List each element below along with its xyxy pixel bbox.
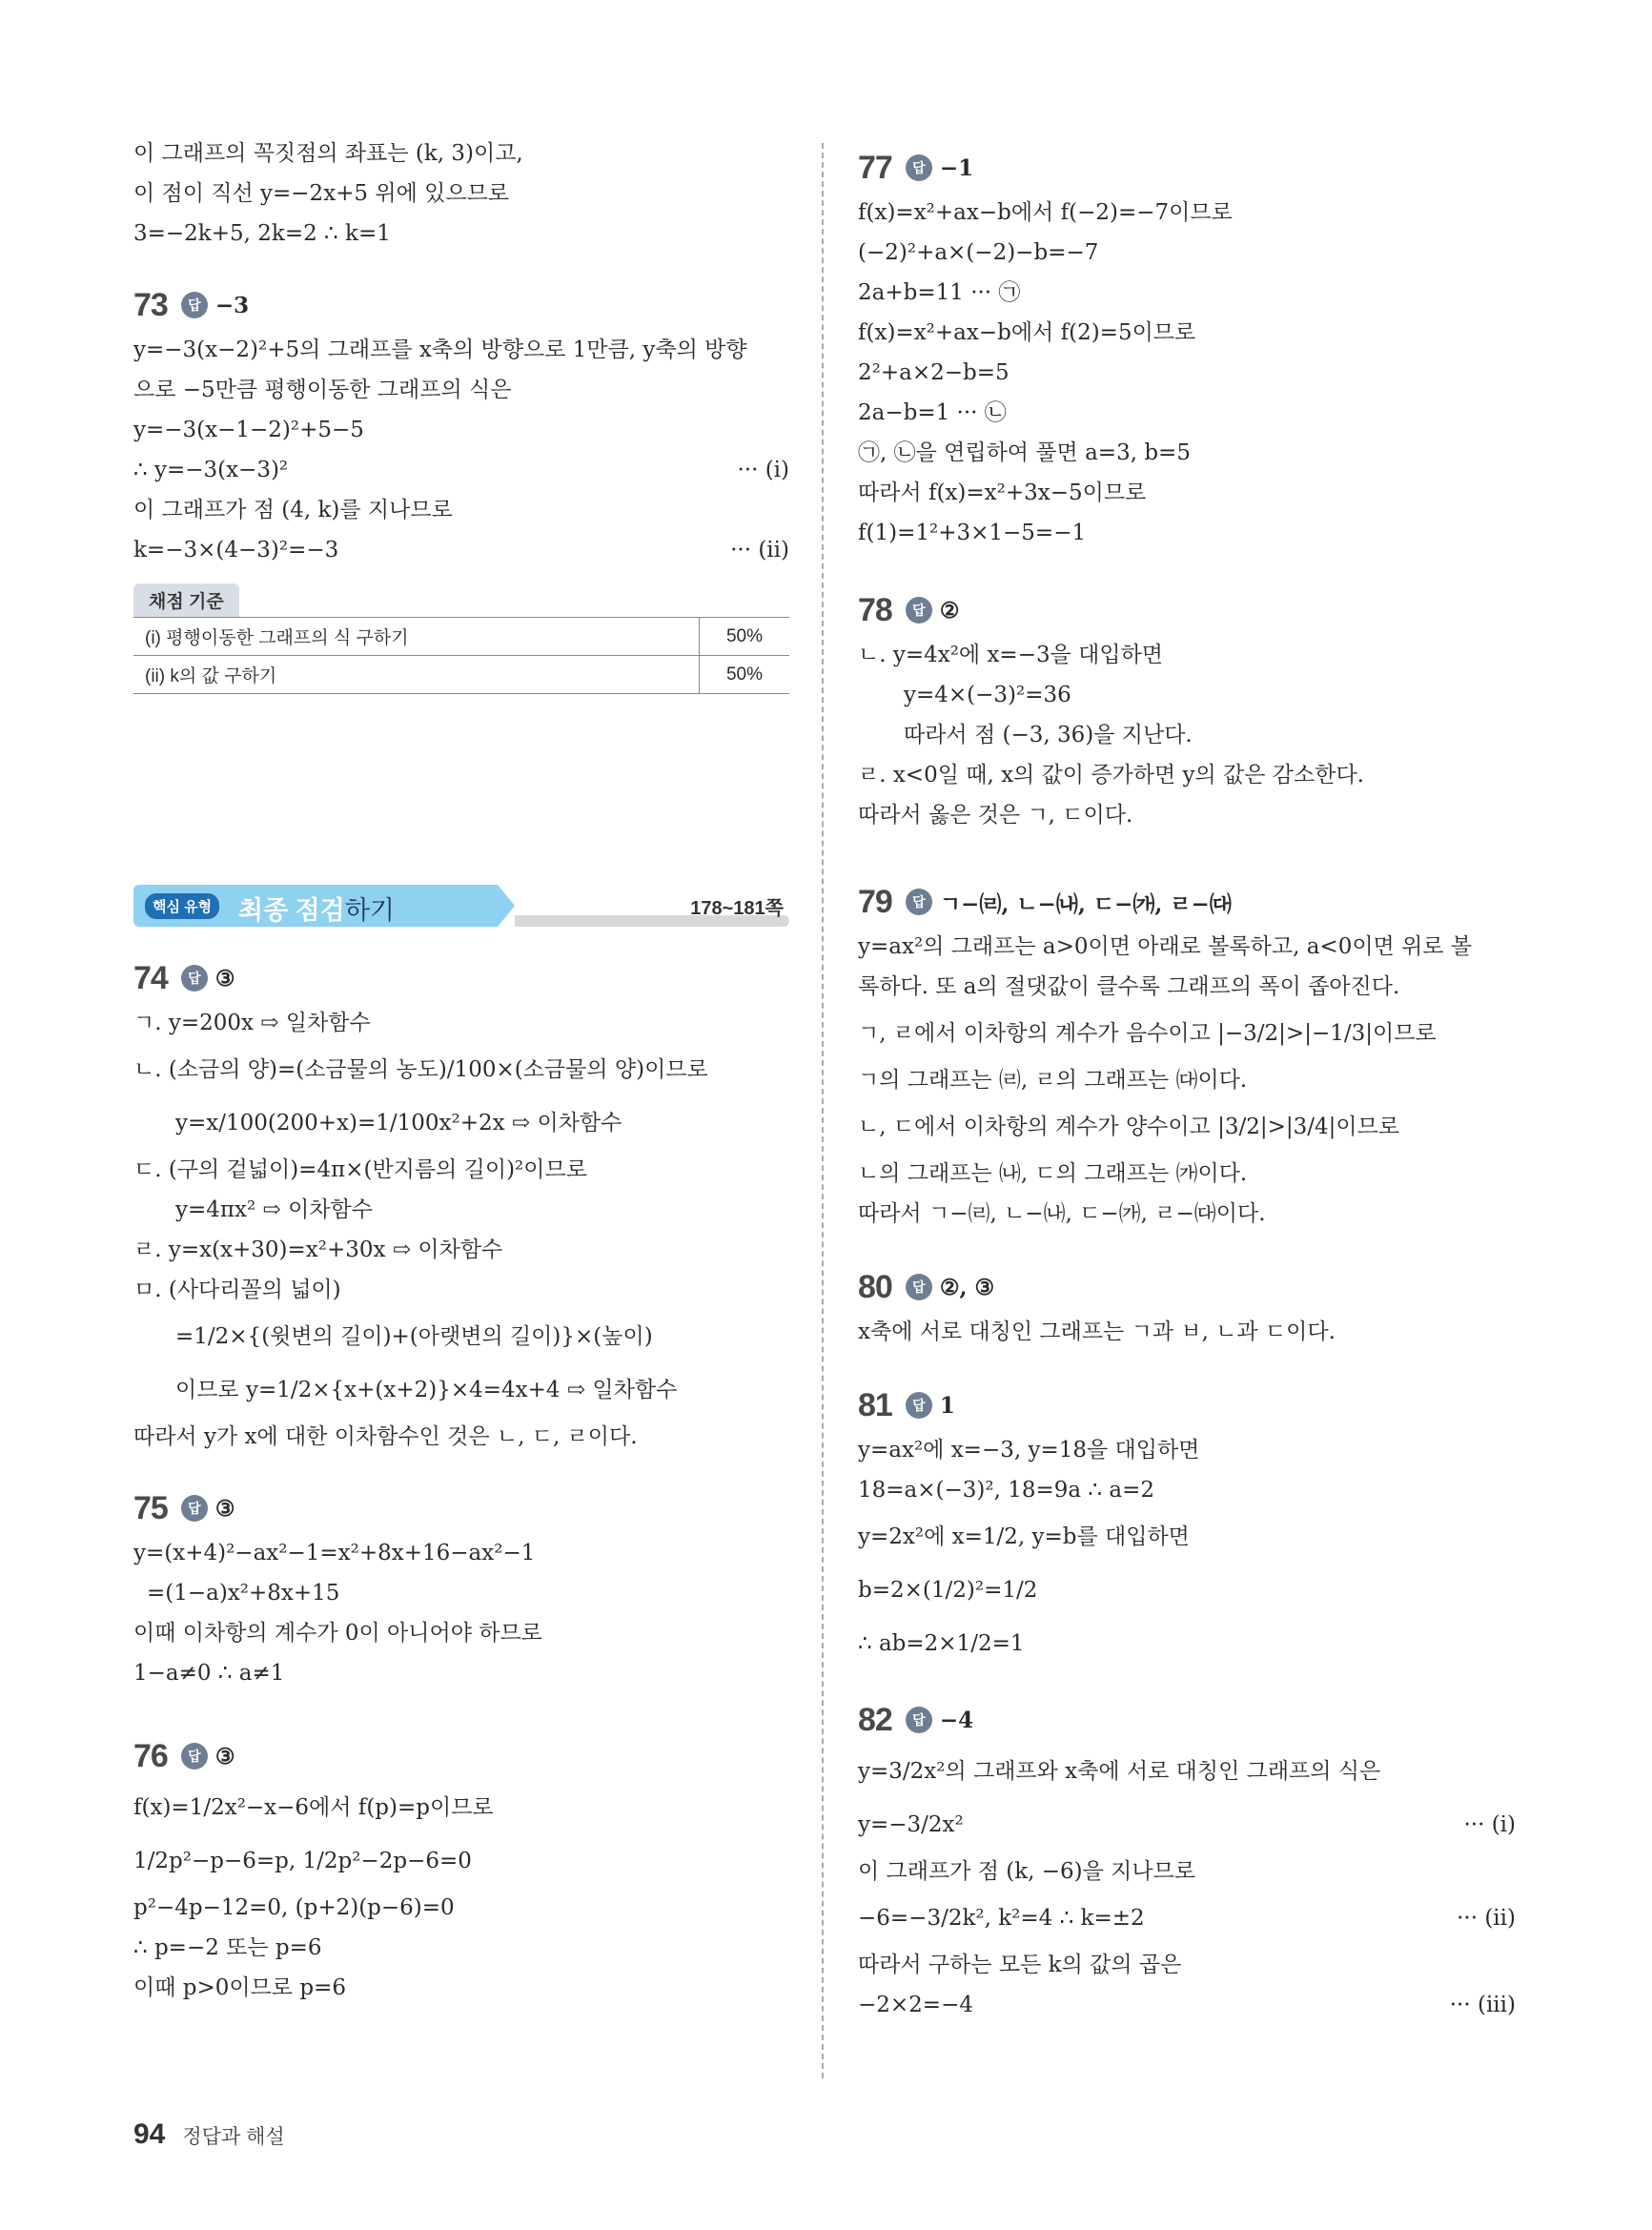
question-number: 76 — [133, 1737, 168, 1774]
question-header-76 — [133, 1731, 789, 1781]
intro-solution — [133, 133, 789, 254]
text-line: y=4×(−3)²=36 — [904, 683, 1071, 707]
text-line: ∴ p=−2 또는 p=6 — [133, 1935, 322, 1960]
text-line — [858, 1985, 1516, 2025]
answer-value: ③ — [214, 1495, 235, 1522]
answer-value: ②, ③ — [939, 1274, 995, 1300]
text-line: 으로 −5만큼 평행이동한 그래프의 식은 — [133, 378, 512, 402]
banner-pages: 178~181쪽 — [690, 898, 784, 919]
text-line: ㄴ의 그래프는 ㈏, ㄷ의 그래프는 ㈎이다. — [858, 1161, 1248, 1186]
text-line: y=ax²에 x=−3, y=18을 대입하면 — [858, 1438, 1200, 1463]
text-line: x축에 서로 대칭인 그래프는 ㄱ과 ㅂ, ㄴ과 ㄷ이다. — [858, 1320, 1336, 1344]
answer-value: ㄱ−㈃, ㄴ−㈏, ㄷ−㈎, ㄹ−㈐ — [939, 890, 1232, 917]
text-line: b=2×(1/2)²=1/2 — [858, 1578, 1038, 1603]
text-line: 따라서 y가 x에 대한 이차함수인 것은 ㄴ, ㄷ, ㄹ이다. — [133, 1424, 638, 1449]
column-divider — [822, 143, 824, 2078]
footer-label: 정답과 해설 — [182, 2126, 285, 2148]
answer-badge: 답 — [181, 292, 208, 318]
text-line: ㅁ. (사다리꼴의 넓이) — [133, 1278, 341, 1302]
text-line: ㄱ의 그래프는 ㈃, ㄹ의 그래프는 ㈐이다. — [858, 1068, 1248, 1093]
text-line: 록하다. 또 a의 절댓값이 클수록 그래프의 폭이 좁아진다. — [858, 974, 1400, 999]
text-line: ㄱ. y=200x ⇨ 일차함수 — [133, 1011, 371, 1035]
answer-value: −1 — [939, 154, 974, 181]
question-number: 75 — [133, 1489, 168, 1526]
solution-73 — [133, 330, 789, 570]
text-line: 따라서 f(x)=x²+3x−5이므로 — [858, 481, 1147, 505]
question-header-77 — [858, 143, 1516, 193]
solution-80 — [858, 1312, 1516, 1352]
question-number: 77 — [858, 149, 892, 186]
banner-title-bold: 최종 점검 — [238, 896, 345, 925]
text-line: 이 점이 직선 y=−2x+5 위에 있으므로 — [133, 181, 509, 206]
solution-81 — [858, 1430, 1516, 1670]
answer-value: ③ — [214, 965, 235, 992]
criteria-label: (ii) k의 값 구하기 — [133, 656, 700, 694]
question-header-78 — [858, 585, 1516, 635]
answer-value: −3 — [214, 292, 250, 318]
text-line: 18=a×(−3)², 18=9a ∴ a=2 — [858, 1478, 1154, 1503]
text-line: 2a+b=11 ··· ㉠ — [858, 280, 1021, 305]
solution-82 — [858, 1745, 1516, 2025]
section-banner — [133, 885, 789, 927]
step-marker: ··· (iii) — [1449, 1993, 1516, 2017]
answer-value: ③ — [214, 1743, 235, 1770]
question-header-81 — [858, 1381, 1516, 1430]
text-line: f(x)=x²+ax−b에서 f(2)=5이므로 — [858, 320, 1196, 345]
equation: −2×2=−4 — [858, 1993, 973, 2017]
text-line: ㄷ. (구의 겉넓이)=4π×(반지름의 길이)²이므로 — [133, 1157, 587, 1182]
text-line: 이 그래프의 꼭짓점의 좌표는 (k, 3)이고, — [133, 141, 523, 166]
text-line: ㉠, ㉡을 연립하여 풀면 a=3, b=5 — [858, 440, 1191, 465]
text-line — [858, 1798, 1516, 1852]
text-line: 따라서 ㄱ−㈃, ㄴ−㈏, ㄷ−㈎, ㄹ−㈐이다. — [858, 1201, 1266, 1226]
text-line — [133, 530, 789, 570]
question-number: 82 — [858, 1701, 892, 1738]
left-column — [133, 133, 789, 2008]
text-line — [858, 1892, 1516, 1945]
answer-badge: 답 — [906, 597, 932, 624]
grading-table — [133, 617, 789, 694]
text-line: y=2x²에 x=1/2, y=b를 대입하면 — [858, 1524, 1190, 1549]
answer-badge: 답 — [906, 889, 932, 915]
solution-77 — [858, 193, 1516, 553]
text-line: ㄱ, ㄹ에서 이차항의 계수가 음수이고 |−3/2|>|−1/3|이므로 — [858, 1021, 1437, 1046]
equation: −6=−3/2k², k²=4 ∴ k=±2 — [858, 1906, 1145, 1931]
banner-tag: 핵심 유형 — [145, 893, 219, 919]
criteria-label: (i) 평행이동한 그래프의 식 구하기 — [133, 618, 700, 656]
answer-value: ② — [939, 597, 960, 624]
text-line: f(x)=x²+ax−b에서 f(−2)=−7이므로 — [858, 200, 1233, 225]
question-header-79 — [858, 877, 1516, 927]
page-footer — [133, 2118, 285, 2151]
text-line: (−2)²+a×(−2)−b=−7 — [858, 240, 1099, 265]
table-row — [133, 618, 789, 656]
text-line: =1/2×{(윗변의 길이)+(아랫변의 길이)}×(높이) — [175, 1324, 653, 1349]
answer-badge: 답 — [906, 1274, 932, 1300]
banner-title — [238, 890, 395, 927]
text-line: 이 그래프가 점 (k, −6)을 지나므로 — [858, 1859, 1196, 1884]
equation: y=−3/2x² — [858, 1812, 964, 1837]
text-line: 따라서 점 (−3, 36)을 지난다. — [904, 723, 1193, 747]
text-line: 3=−2k+5, 2k=2 ∴ k=1 — [133, 221, 391, 246]
page-number: 94 — [133, 2118, 166, 2150]
answer-badge: 답 — [181, 1743, 208, 1770]
text-line: f(1)=1²+3×1−5=−1 — [858, 521, 1087, 545]
question-number: 81 — [858, 1386, 892, 1423]
text-line: y=−3(x−2)²+5의 그래프를 x축의 방향으로 1만큼, y축의 방향 — [133, 338, 747, 362]
text-line: ㄴ. (소금의 양)=(소금물의 농도)/100×(소금물의 양)이므로 — [133, 1057, 708, 1082]
step-marker: ··· (ii) — [730, 538, 789, 563]
criteria-percent: 50% — [700, 656, 790, 694]
banner-title-light: 하기 — [344, 896, 396, 925]
question-header-82 — [858, 1695, 1516, 1745]
text-line: y=4πx² ⇨ 이차함수 — [175, 1197, 373, 1222]
text-line: 이때 이차항의 계수가 0이 아니어야 하므로 — [133, 1621, 542, 1646]
text-line: y=−3(x−1−2)²+5−5 — [133, 418, 364, 442]
text-line: y=3/2x²의 그래프와 x축에 서로 대칭인 그래프의 식은 — [858, 1759, 1381, 1784]
text-line: 2a−b=1 ··· ㉡ — [858, 400, 1007, 425]
solution-75 — [133, 1533, 789, 1693]
question-header-73 — [133, 280, 789, 330]
text-line: ㄹ. x<0일 때, x의 값이 증가하면 y의 값은 감소한다. — [858, 763, 1364, 788]
question-header-75 — [133, 1483, 789, 1533]
text-line: ∴ ab=2×1/2=1 — [858, 1631, 1025, 1656]
answer-badge: 답 — [181, 1495, 208, 1522]
question-number: 79 — [858, 883, 892, 920]
text-line: 1−a≠0 ∴ a≠1 — [133, 1661, 285, 1686]
answer-badge: 답 — [181, 965, 208, 992]
right-column — [858, 133, 1516, 2025]
text-line: y=(x+4)²−ax²−1=x²+8x+16−ax²−1 — [133, 1541, 536, 1565]
solution-78 — [858, 635, 1516, 835]
text-line: 이므로 y=1/2×{x+(x+2)}×4=4x+4 ⇨ 일차함수 — [175, 1378, 678, 1402]
answer-value: 1 — [939, 1392, 955, 1419]
equation: ∴ y=−3(x−3)² — [133, 458, 289, 482]
text-line: 이때 p>0이므로 p=6 — [133, 1975, 346, 2000]
answer-value: −4 — [939, 1707, 974, 1733]
question-header-80 — [858, 1262, 1516, 1312]
text-line: y=ax²의 그래프는 a>0이면 아래로 볼록하고, a<0이면 위로 볼 — [858, 934, 1473, 959]
text-line: =(1−a)x²+8x+15 — [147, 1581, 340, 1606]
text-line: 1/2p²−p−6=p, 1/2p²−2p−6=0 — [133, 1849, 472, 1873]
question-header-74 — [133, 953, 789, 1003]
text-line — [133, 450, 789, 490]
answer-badge: 답 — [906, 1392, 932, 1419]
question-number: 73 — [133, 286, 168, 323]
step-marker: ··· (i) — [737, 458, 789, 482]
solution-74 — [133, 1003, 789, 1457]
text-line: ㄴ. y=4x²에 x=−3을 대입하면 — [858, 643, 1164, 667]
question-number: 74 — [133, 959, 168, 996]
answer-badge: 답 — [906, 154, 932, 181]
answer-badge: 답 — [906, 1707, 932, 1733]
text-line: 따라서 옳은 것은 ㄱ, ㄷ이다. — [858, 803, 1133, 828]
text-line: ㄴ, ㄷ에서 이차항의 계수가 양수이고 |3/2|>|3/4|이므로 — [858, 1115, 1400, 1139]
criteria-percent: 50% — [700, 618, 790, 656]
grading-criteria — [133, 583, 789, 694]
table-row — [133, 656, 789, 694]
step-marker: ··· (ii) — [1457, 1906, 1516, 1931]
text-line: ㄹ. y=x(x+30)=x²+30x ⇨ 이차함수 — [133, 1238, 503, 1262]
question-number: 80 — [858, 1268, 892, 1305]
grading-title: 채점 기준 — [133, 583, 239, 617]
text-line: f(x)=1/2x²−x−6에서 f(p)=p이므로 — [133, 1795, 494, 1820]
solution-76 — [133, 1781, 789, 2008]
solution-79 — [858, 927, 1516, 1234]
text-line: 2²+a×2−b=5 — [858, 360, 1010, 385]
text-line: 따라서 구하는 모든 k의 값의 곱은 — [858, 1953, 1182, 1977]
question-number: 78 — [858, 591, 892, 628]
equation: k=−3×(4−3)²=−3 — [133, 538, 339, 563]
step-marker: ··· (i) — [1463, 1812, 1516, 1837]
text-line: p²−4p−12=0, (p+2)(p−6)=0 — [133, 1895, 455, 1920]
text-line: 이 그래프가 점 (4, k)를 지나므로 — [133, 498, 453, 522]
text-line: y=x/100(200+x)=1/100x²+2x ⇨ 이차함수 — [175, 1111, 622, 1135]
